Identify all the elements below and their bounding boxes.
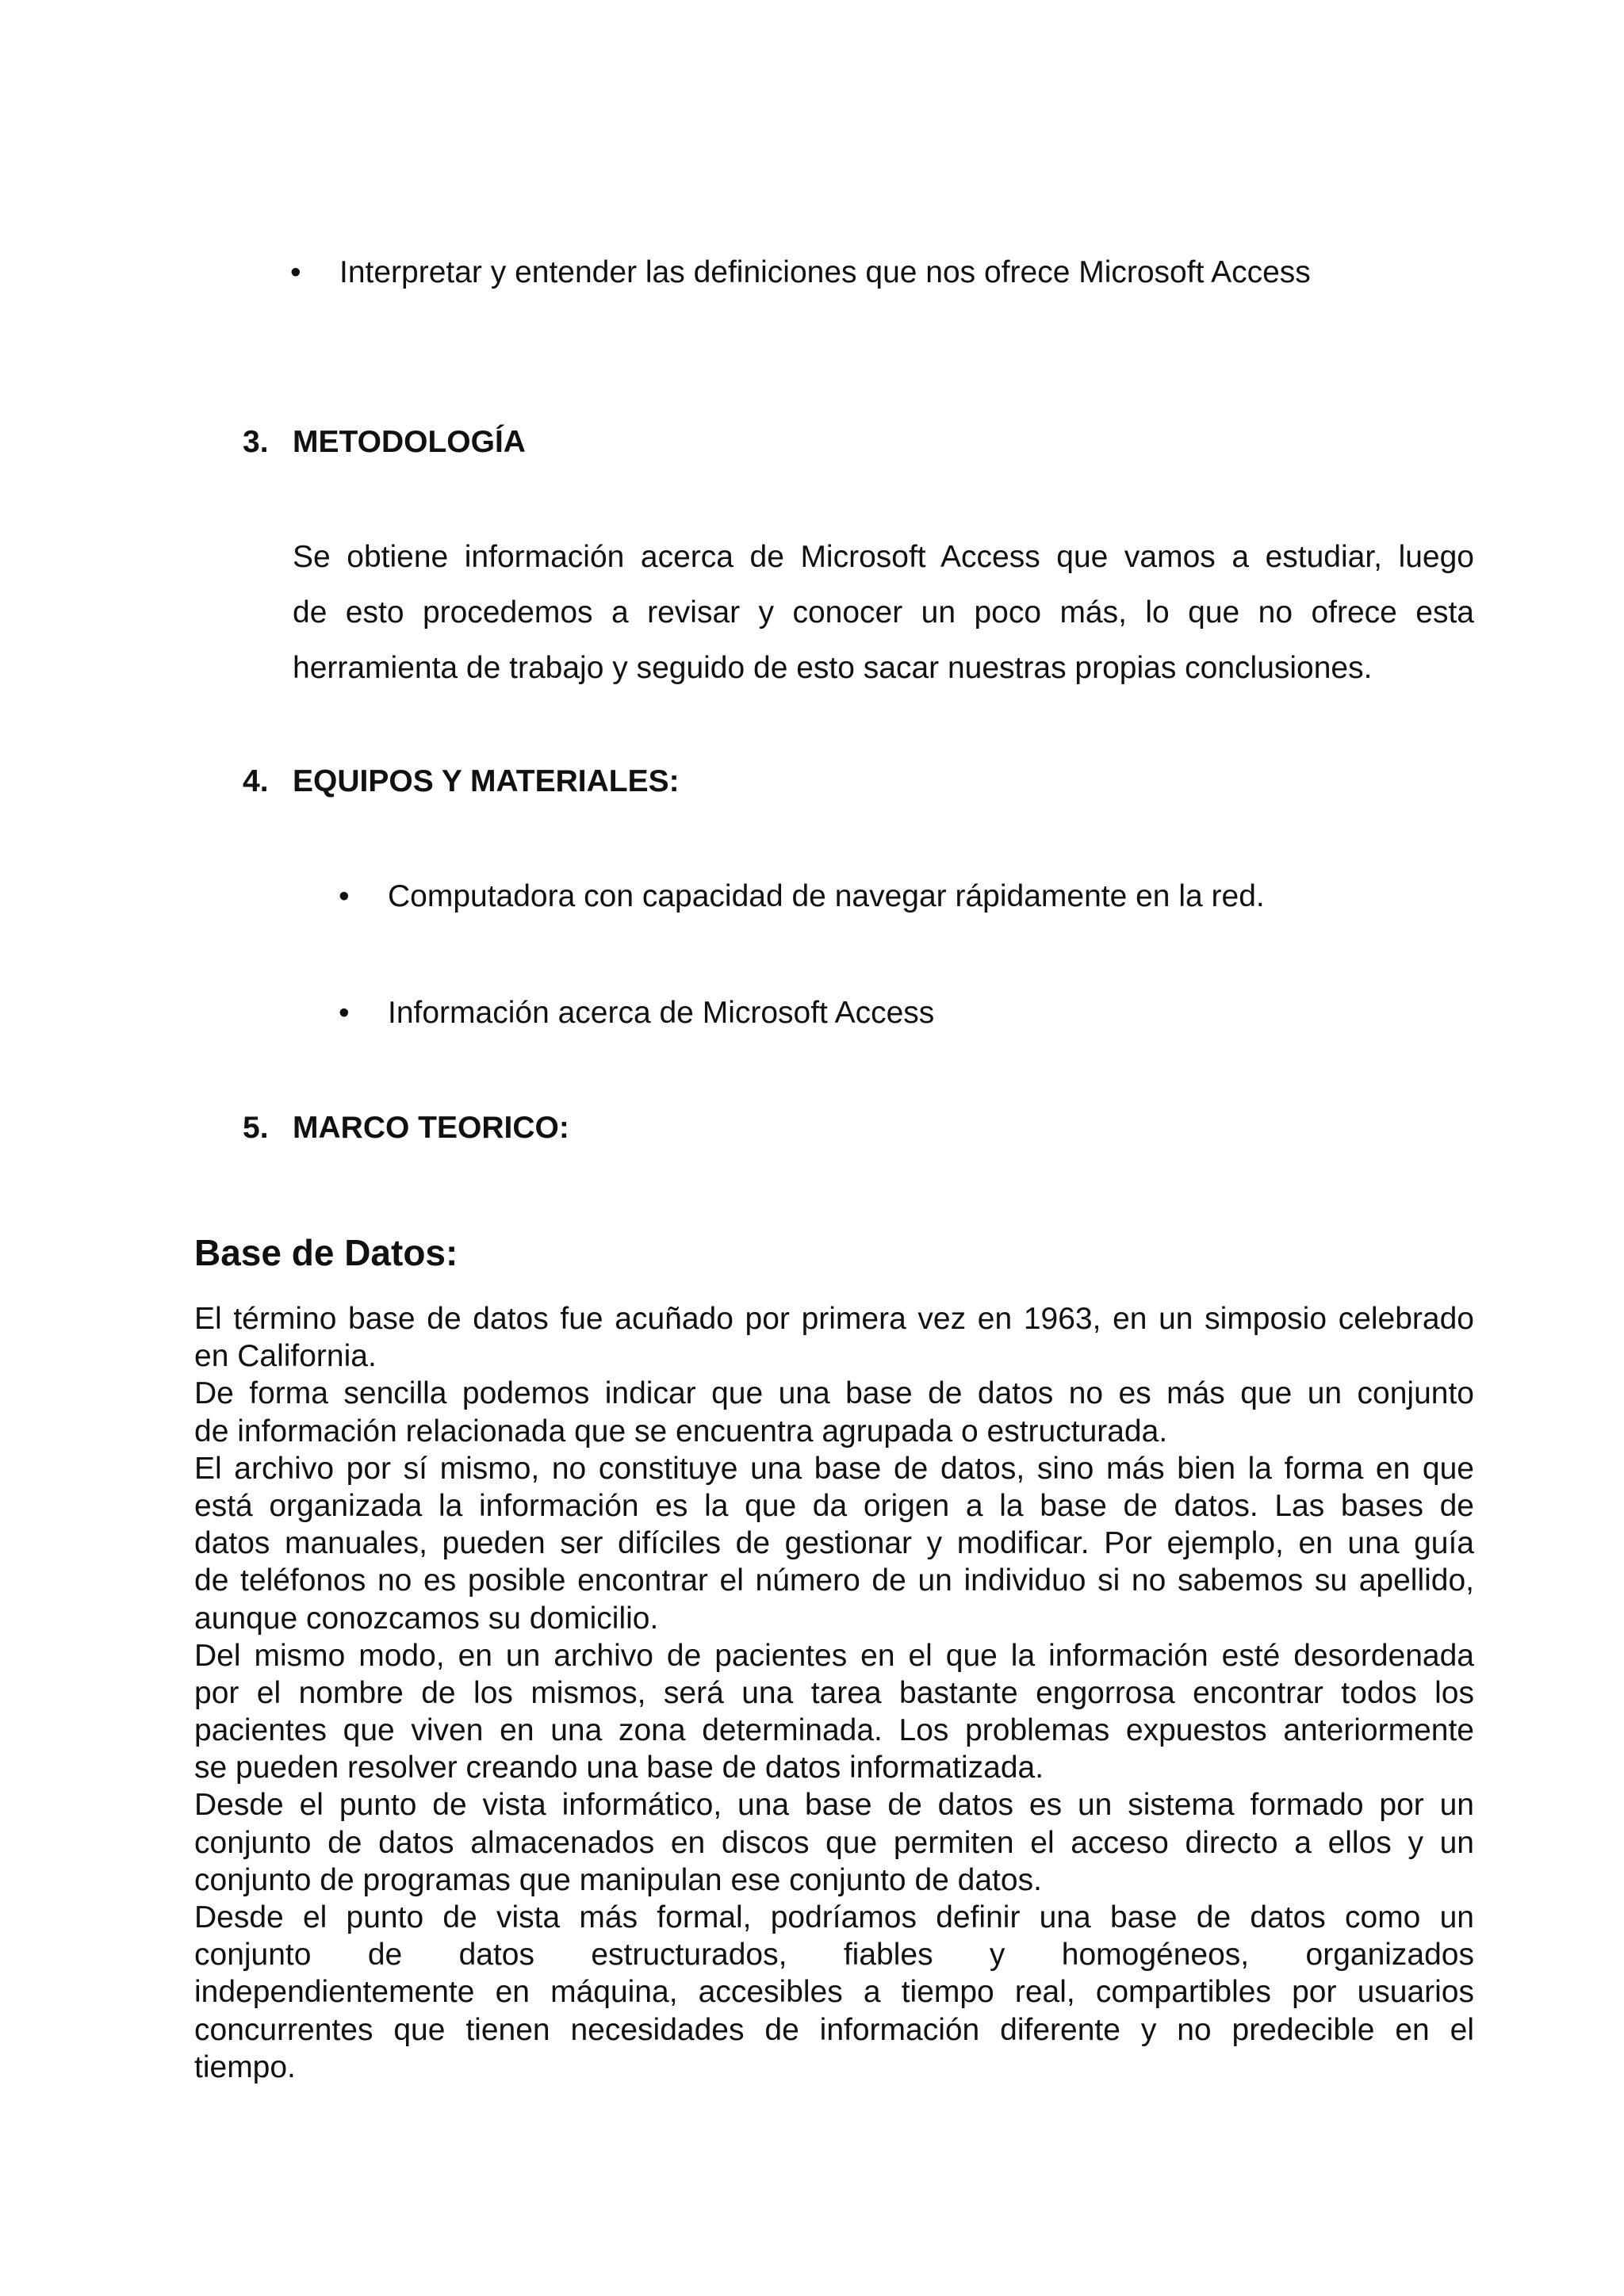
materials-bullet xyxy=(339,994,1449,1032)
section-number: 4. xyxy=(243,764,269,798)
section-4-heading xyxy=(243,763,956,801)
body-line: tiempo. xyxy=(194,2049,296,2084)
objective-bullet xyxy=(290,254,1480,292)
body-line: El archivo por sí mismo, no constituye una base de datos, sino más bien la forma en que xyxy=(194,1451,1474,1486)
materials-bullet xyxy=(339,878,1449,916)
base-de-datos-body xyxy=(194,1300,1474,2086)
body-line: independientemente en máquina, accesibles a tiempo real, compartibles por usuarios xyxy=(194,1975,1474,2010)
section-number: 3. xyxy=(243,425,269,459)
body-line: aunque conozcamos su domicilio. xyxy=(194,1601,659,1636)
body-line: pacientes que viven en una zona determinada. Los problemas expuestos anteriormente xyxy=(194,1713,1474,1748)
section-title: EQUIPOS Y MATERIALES: xyxy=(293,764,680,798)
base-de-datos-title: Base de Datos: xyxy=(194,1232,458,1273)
body-line: Desde el punto de vista más formal, podríamos definir una base de datos como un xyxy=(194,1900,1474,1934)
paragraph-line: Se obtiene información acerca de Microsoft Access que vamos a estudiar, luego xyxy=(293,540,1474,574)
section-5-heading xyxy=(243,1109,877,1147)
body-line: datos manuales, pueden ser difíciles de gestionar y modificar. Por ejemplo, en una guía xyxy=(194,1526,1474,1561)
materials-item: Información acerca de Microsoft Access xyxy=(388,996,935,1030)
body-line: por el nombre de los mismos, será una tarea bastante engorrosa encontrar todos los xyxy=(194,1675,1474,1710)
body-line: El término base de datos fue acuñado por primera vez en 1963, en un simposio celebrado xyxy=(194,1302,1474,1336)
section-3-heading xyxy=(243,423,877,461)
section-title: METODOLOGÍA xyxy=(293,425,526,459)
body-line: se pueden resolver creando una base de datos informatizada. xyxy=(194,1751,1044,1785)
body-line: de teléfonos no es posible encontrar el número de un individuo si no sabemos su apellido, xyxy=(194,1563,1474,1598)
paragraph-line: herramienta de trabajo y seguido de esto sacar nuestras propias conclusiones. xyxy=(293,651,1373,685)
bullet-icon: • xyxy=(339,879,350,913)
bullet-icon: • xyxy=(290,255,301,289)
objective-text: Interpretar y entender las definiciones que nos ofrece Microsoft Access xyxy=(339,255,1311,289)
body-line: conjunto de datos almacenados en discos que permiten el acceso directo a ellos y un xyxy=(194,1825,1474,1860)
section-title: MARCO TEORICO: xyxy=(293,1111,569,1145)
body-line: de información relacionada que se encuentra agrupada o estructurada. xyxy=(194,1414,1168,1448)
body-line: concurrentes que tienen necesidades de información diferente y no predecible en el xyxy=(194,2012,1474,2047)
section-number: 5. xyxy=(243,1111,269,1145)
body-line: está organizada la información es la que da origen a la base de datos. Las bases de xyxy=(194,1488,1474,1523)
materials-item: Computadora con capacidad de navegar rápidamente en la red. xyxy=(388,879,1265,913)
methodology-paragraph xyxy=(293,530,1474,696)
body-line: conjunto de datos estructurados, fiables y homogéneos, organizados xyxy=(194,1938,1474,1973)
body-line: Desde el punto de vista informático, una base de datos es un sistema formado por un xyxy=(194,1788,1474,1823)
body-line: conjunto de programas que manipulan ese conjunto de datos. xyxy=(194,1862,1042,1897)
bullet-icon: • xyxy=(339,996,350,1030)
body-line: en California. xyxy=(194,1339,377,1374)
body-line: De forma sencilla podemos indicar que una base de datos no es más que un conjunto xyxy=(194,1376,1474,1411)
paragraph-line: de esto procedemos a revisar y conocer un poco más, lo que no ofrece esta xyxy=(293,595,1474,629)
body-line: Del mismo modo, en un archivo de pacientes en el que la información esté desordenada xyxy=(194,1638,1474,1673)
